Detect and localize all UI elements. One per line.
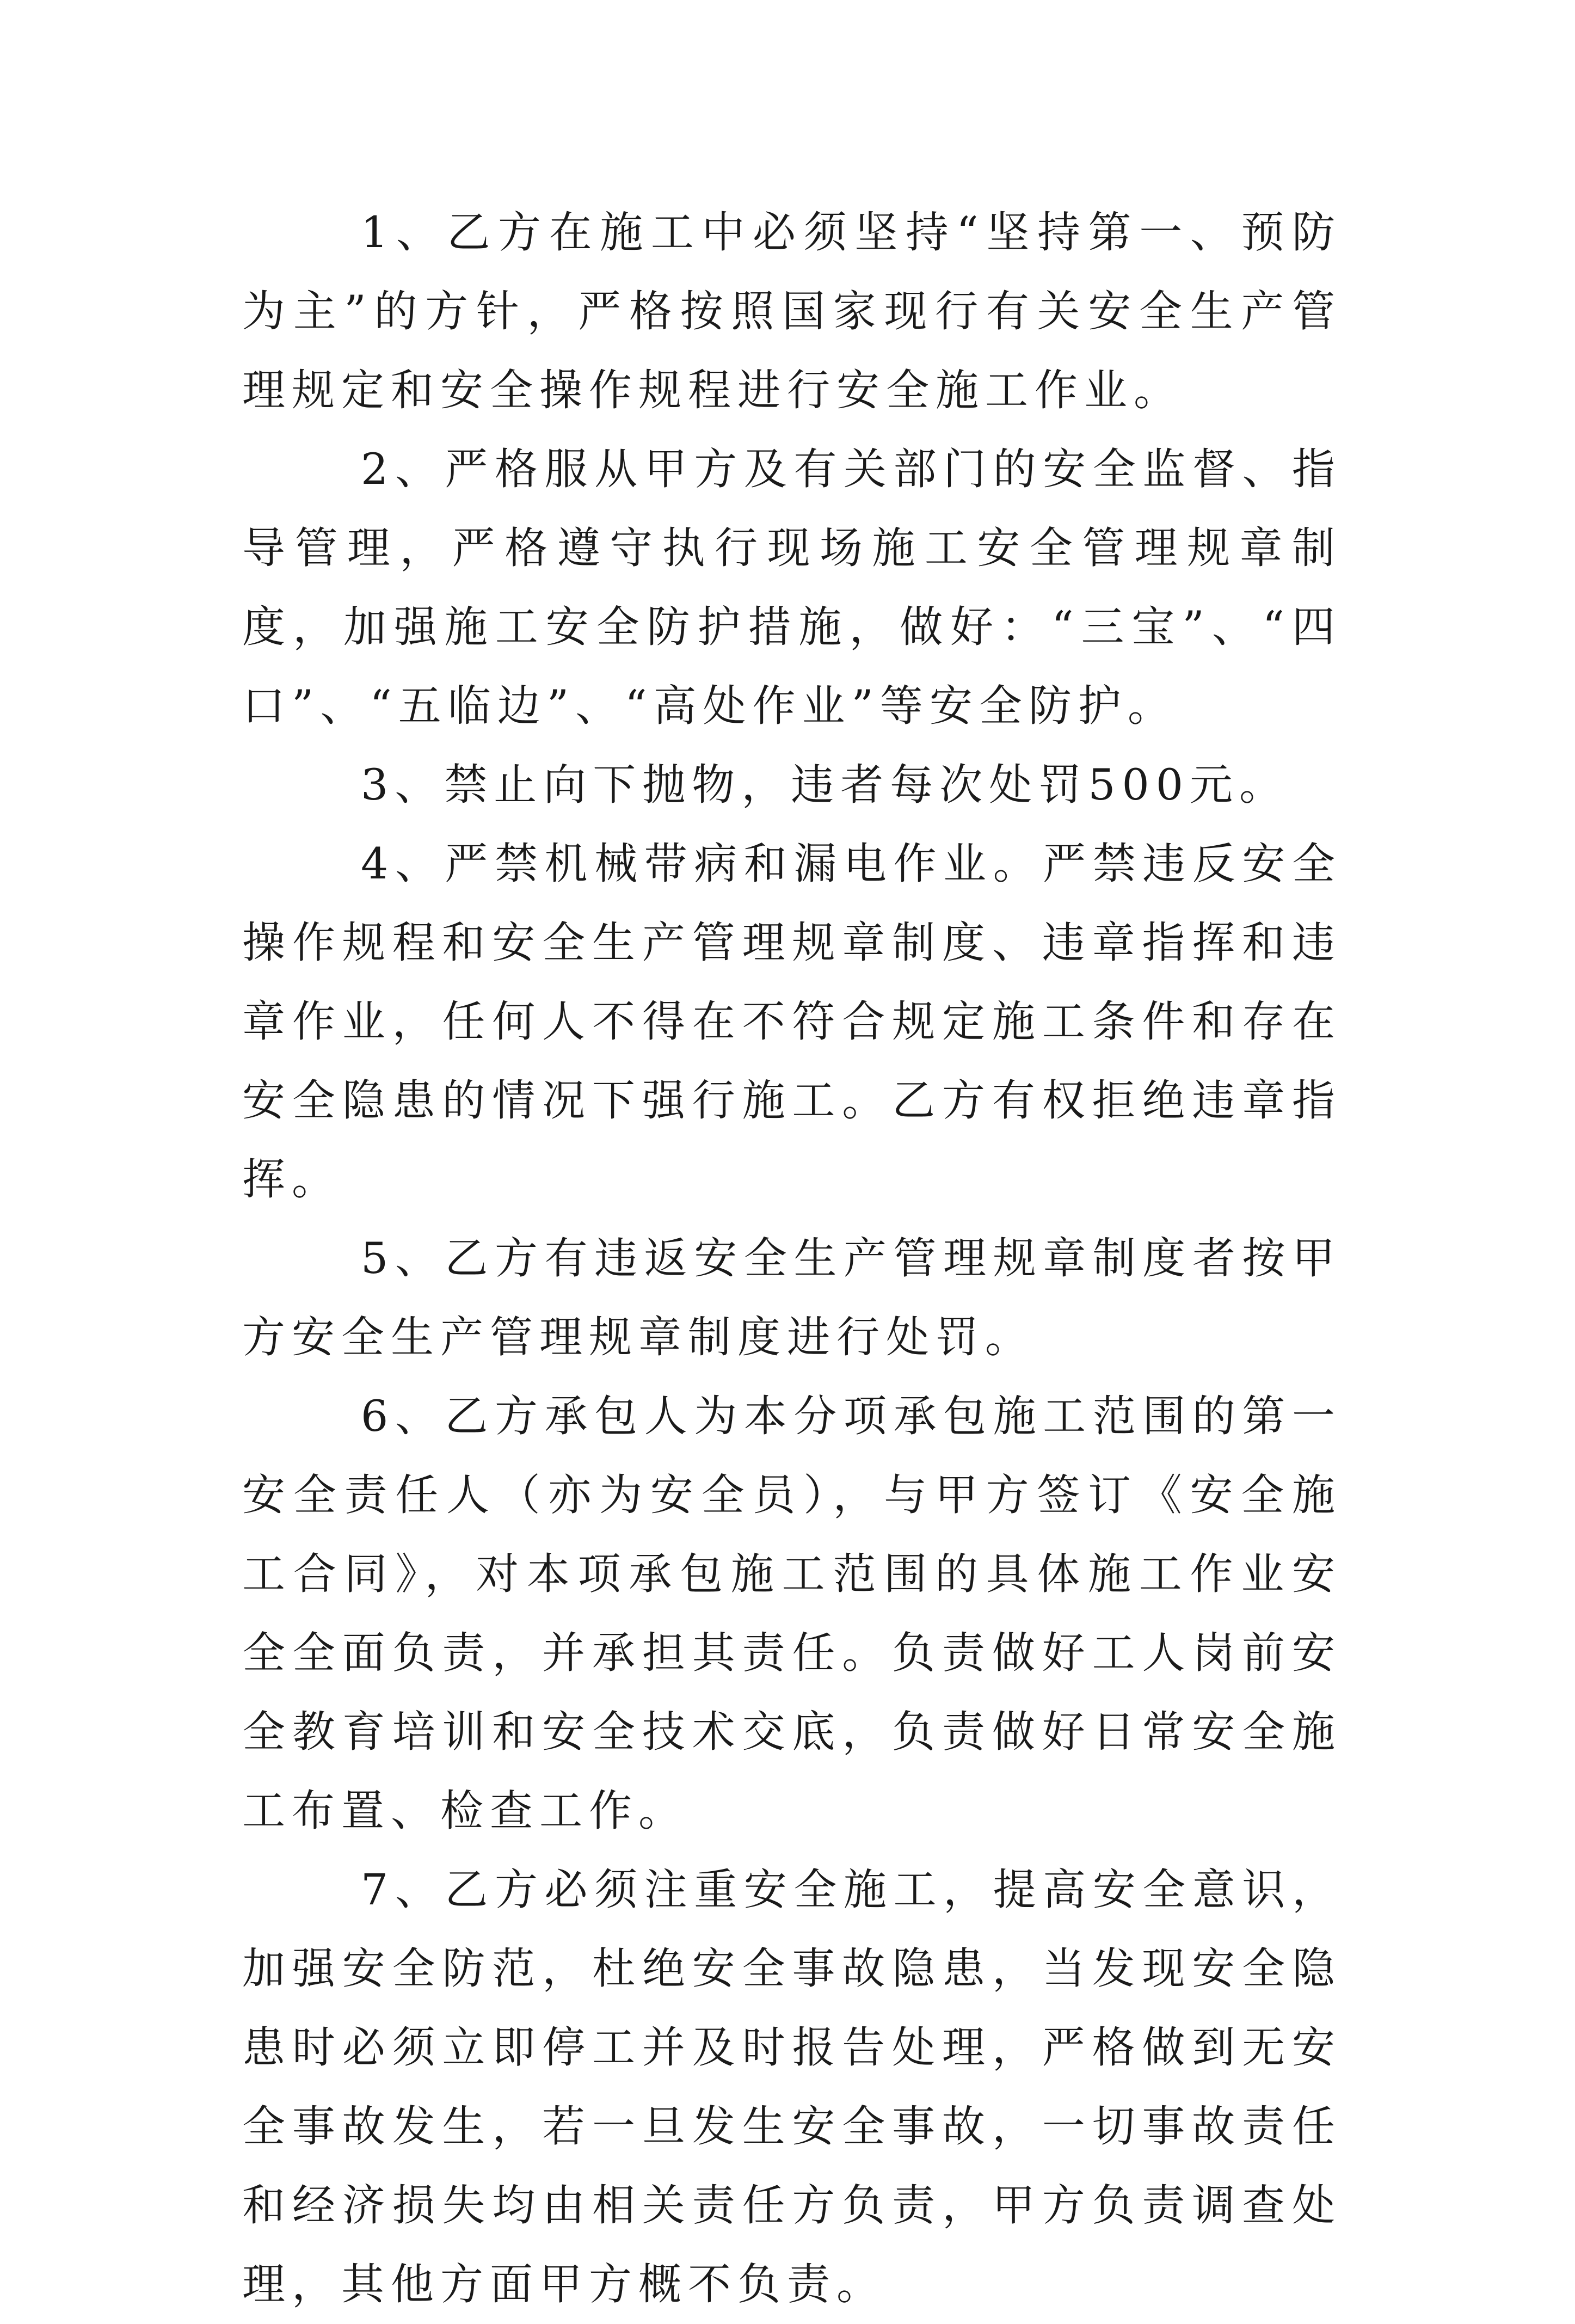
clause-5: 5、乙方有违返安全生产管理规章制度者按甲方安全生产管理规章制度进行处罚。 xyxy=(242,1233,1342,1362)
clause-6: 6、乙方承包人为本分项承包施工范围的第一安全责任人（亦为安全员），与甲方签订《安全施工合同》，对本项承包施工范围的具体施工作业安全全面负责，并承担其责任。负责做好工人岗前安全教育培训和安全技术交底，负责做好日常安全施工布置、检查工作。 xyxy=(242,1391,1342,1836)
document-page xyxy=(242,193,1342,2324)
clause-7: 7、乙方必须注重安全施工，提高安全意识，加强安全防范，杜绝安全事故隐患，当发现安全隐患时必须立即停工并及时报告处理，严格做到无安全事故发生，若一旦发生安全事故，一切事故责任和经济损失均由相关责任方负责，甲方负责调查处理，其他方面甲方概不负责。 xyxy=(242,1865,1342,2309)
clause-1: 1、乙方在施工中必须坚持“坚持第一、预防为主”的方针，严格按照国家现行有关安全生产管理规定和安全操作规程进行安全施工作业。 xyxy=(242,207,1342,415)
clause-4: 4、严禁机械带病和漏电作业。严禁违反安全操作规程和安全生产管理规章制度、违章指挥和违章作业，任何人不得在不符合规定施工条件和存在安全隐患的情况下强行施工。乙方有权拒绝违章指挥。 xyxy=(242,839,1342,1204)
clause-3: 3、禁止向下抛物，违者每次处罚500元。 xyxy=(361,760,1289,810)
clause-2: 2、严格服从甲方及有关部门的安全监督、指导管理，严格遵守执行现场施工安全管理规章制度，加强施工安全防护措施，做好：“三宝”、“四口”、“五临边”、“高处作业”等安全防护。 xyxy=(242,444,1342,731)
